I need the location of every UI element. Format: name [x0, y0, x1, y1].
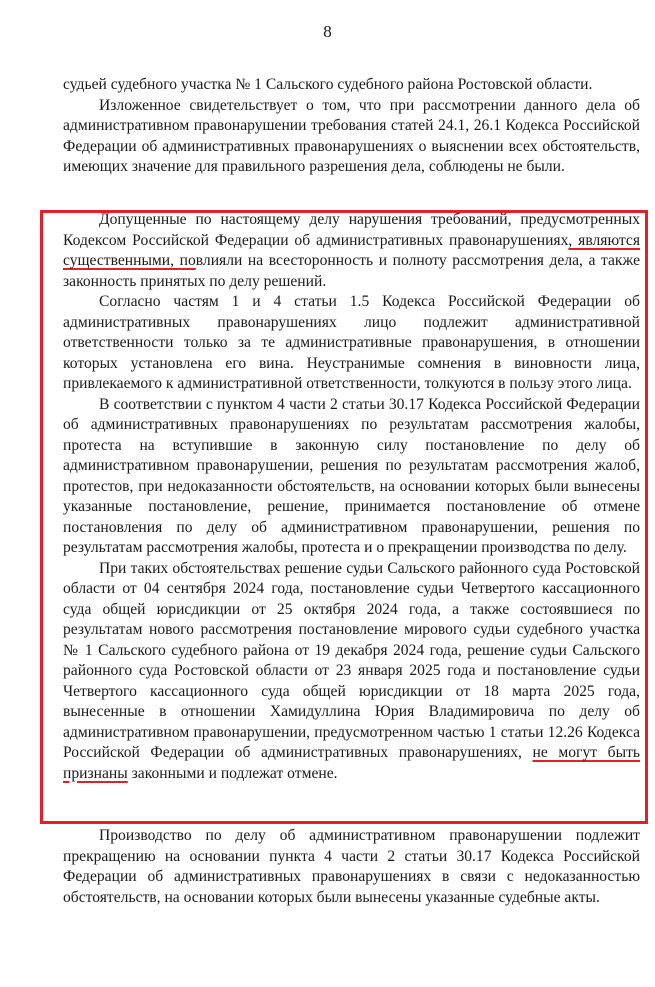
highlight-paragraph-2: Согласно частям 1 и 4 статьи 1.5 Кодекса Российской Федерации об административных правонарушениях лицо подлежит административной ответственности только за те административные правонарушения, в отношении которых установлена его вина. Неустранимые сомнения в виновности лица, привлекаемого к административной ответственности, толкуются в пользу этого лица.	[63, 293, 640, 392]
highlight-p1-text: Допущенные по настоящему делу нарушения требований, предусмотренных Кодексом Российской Федерации об административных правонарушениях	[63, 211, 640, 249]
outro-section	[63, 826, 640, 908]
highlight-paragraph-1	[63, 210, 640, 292]
highlight-p4-text: При таких обстоятельствах решение судьи Сальского районного суда Ростовской области от 04 сентября 2024 года, постановление судьи Четвертого кассационного суда общей юрисдикции от 25 октября 2024 года, а также состоявшиеся по результатам нового рассмотрения постановление мирового судьи судебного участка № 1 Сальского судебного района от 19 декабря 2024 года, решение судьи Сальского районного суда Ростовской области от 23 января 2025 года и постановление судьи Четвертого кассационного суда общей юрисдикции от 18 марта 2025 года, вынесенные в отношении Хамидуллина Юрия Владимировича по делу об административном правонарушении, предусмотренном частью 1 статьи 12.26 Кодекса Российской Федерации об административных правонарушениях,	[63, 559, 640, 761]
highlight-p1-rest: влияли на всесторонность и полноту рассмотрения дела, а также законность принятых по делу решений.	[63, 252, 640, 290]
intro-paragraph-2: Изложенное свидетельствует о том, что при рассмотрении данного дела об административном правонарушении требования статей 24.1, 26.1 Кодекса Российской Федерации об административных правонарушениях о выяснении всех обстоятельств, имеющих значение для правильного разрешения дела, соблюдены не были.	[63, 96, 640, 175]
outro-paragraph-1: Производство по делу об административном правонарушении подлежит прекращению на основании пункта 4 части 2 статьи 30.17 Кодекса Российской Федерации об административных правонарушениях в связи с недоказанностью обстоятельств, на основании которых были вынесены указанные судебные акты.	[63, 827, 640, 906]
highlight-paragraph-3: В соответствии с пунктом 4 части 2 статьи 30.17 Кодекса Российской Федерации об административных правонарушениях по результатам рассмотрения жалобы, протеста на вступившие в законную силу постановление по делу об административном правонарушении, решения по результатам рассмотрения жалоб, протестов, при недоказанности обстоятельств, на основании которых были вынесены указанные постановление, решение, принимается постановление об отмене постановления по делу об административном правонарушении, решения по результатам рассмотрения жалобы, протеста и о прекращении производства по делу.	[63, 395, 640, 556]
underlined-phrase-cannot-be-recognized: не могут быть признаны	[63, 744, 640, 782]
intro-section	[63, 75, 640, 178]
highlight-paragraph-4	[63, 559, 640, 785]
page-number: 8	[323, 22, 332, 41]
highlight-p4-rest: законными и подлежат отмене.	[127, 764, 338, 782]
underlined-phrase-essential: , являются существенными, по	[63, 231, 640, 269]
intro-paragraph-1: судьей судебного участка № 1 Сальского судебного района Ростовской области.	[63, 76, 593, 93]
highlighted-section	[63, 210, 640, 784]
